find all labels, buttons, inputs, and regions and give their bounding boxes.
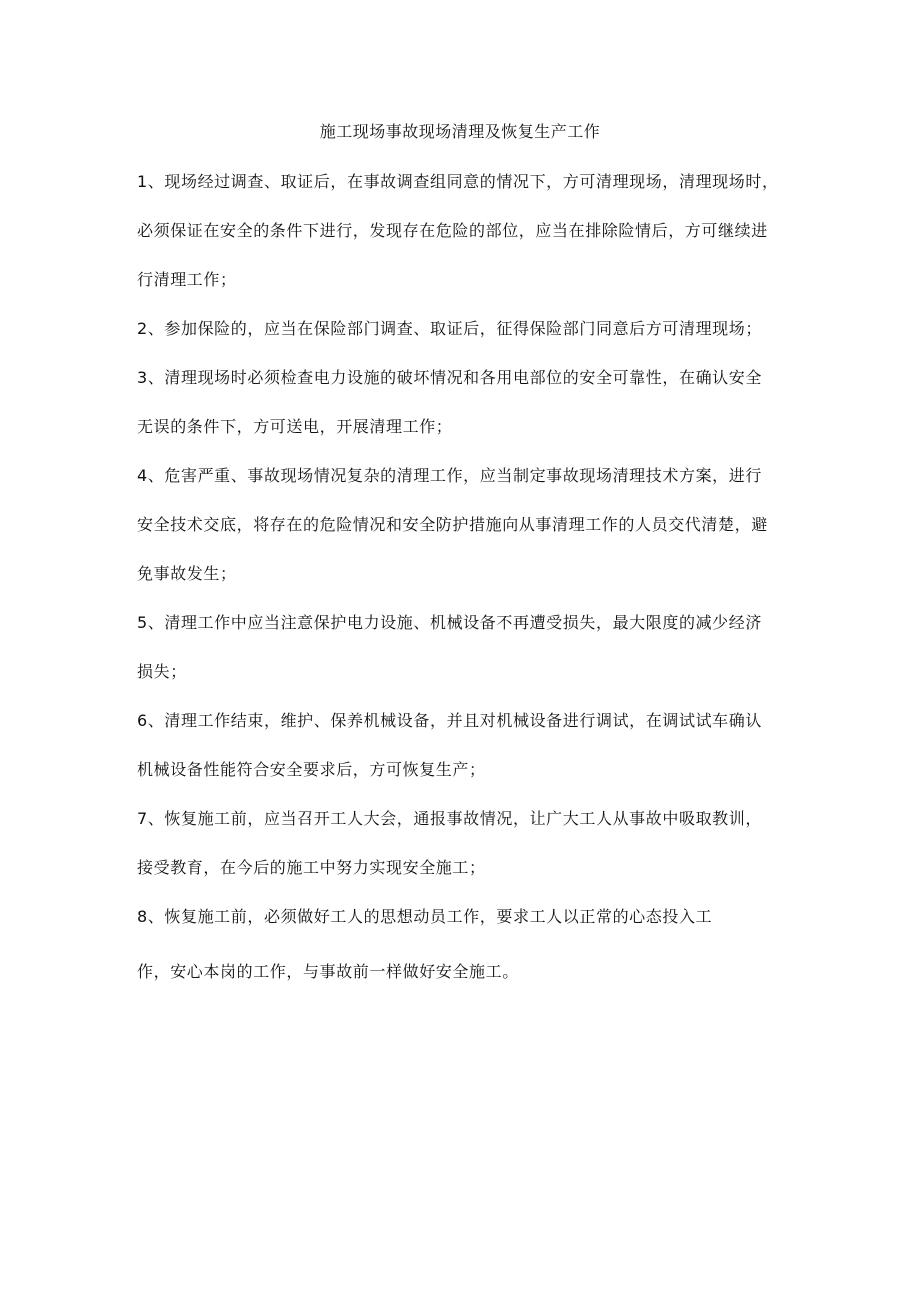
item-line: 3、清理现场时必须检查电力设施的破坏情况和各用电部位的安全可靠性，在确认安全 <box>137 368 762 387</box>
item-line: 损失； <box>137 662 187 681</box>
item-line: 安全技术交底，将存在的危险情况和安全防护措施向从事清理工作的人员交代清楚，避 <box>137 515 768 534</box>
list-item-2 <box>137 313 787 362</box>
item-line: 接受教育，在今后的施工中努力实现安全施工； <box>137 858 486 877</box>
list-item-5 <box>137 607 787 705</box>
item-line: 2、参加保险的，应当在保险部门调查、取证后，征得保险部门同意后方可清理现场； <box>137 319 762 338</box>
list-item-6 <box>137 705 787 803</box>
list-item-4 <box>137 460 787 607</box>
list-item-8 <box>137 901 787 1005</box>
item-line: 行清理工作； <box>137 270 237 289</box>
item-line: 6、清理工作结束，维护、保养机械设备，并且对机械设备进行调试，在调试试车确认 <box>137 711 762 730</box>
item-line: 免事故发生； <box>137 564 237 583</box>
item-line: 必须保证在安全的条件下进行，发现存在危险的部位，应当在排除险情后，方可继续进 <box>137 221 768 240</box>
item-line: 机械设备性能符合安全要求后，方可恢复生产； <box>137 760 486 779</box>
list-item-3 <box>137 362 787 460</box>
item-line: 7、恢复施工前，应当召开工人大会，通报事故情况，让广大工人从事故中吸取教训， <box>137 809 762 828</box>
item-line: 无误的条件下，方可送电，开展清理工作； <box>137 417 453 436</box>
item-line: 作，安心本岗的工作，与事故前一样做好安全施工。 <box>137 962 519 981</box>
item-line: 8、恢复施工前，必须做好工人的思想动员工作，要求工人以正常的心态投入工 <box>137 907 713 926</box>
item-line: 4、危害严重、事故现场情况复杂的清理工作，应当制定事故现场清理技术方案，进行 <box>137 466 762 485</box>
list-item-7 <box>137 803 787 901</box>
item-line: 5、清理工作中应当注意保护电力设施、机械设备不再遭受损失，最大限度的减少经济 <box>137 613 762 632</box>
document-title: 施工现场事故现场清理及恢复生产工作 <box>319 122 601 141</box>
list-item-1 <box>137 166 787 313</box>
item-line: 1、现场经过调查、取证后，在事故调查组同意的情况下，方可清理现场，清理现场时， <box>137 172 779 191</box>
item-list <box>137 166 787 1005</box>
